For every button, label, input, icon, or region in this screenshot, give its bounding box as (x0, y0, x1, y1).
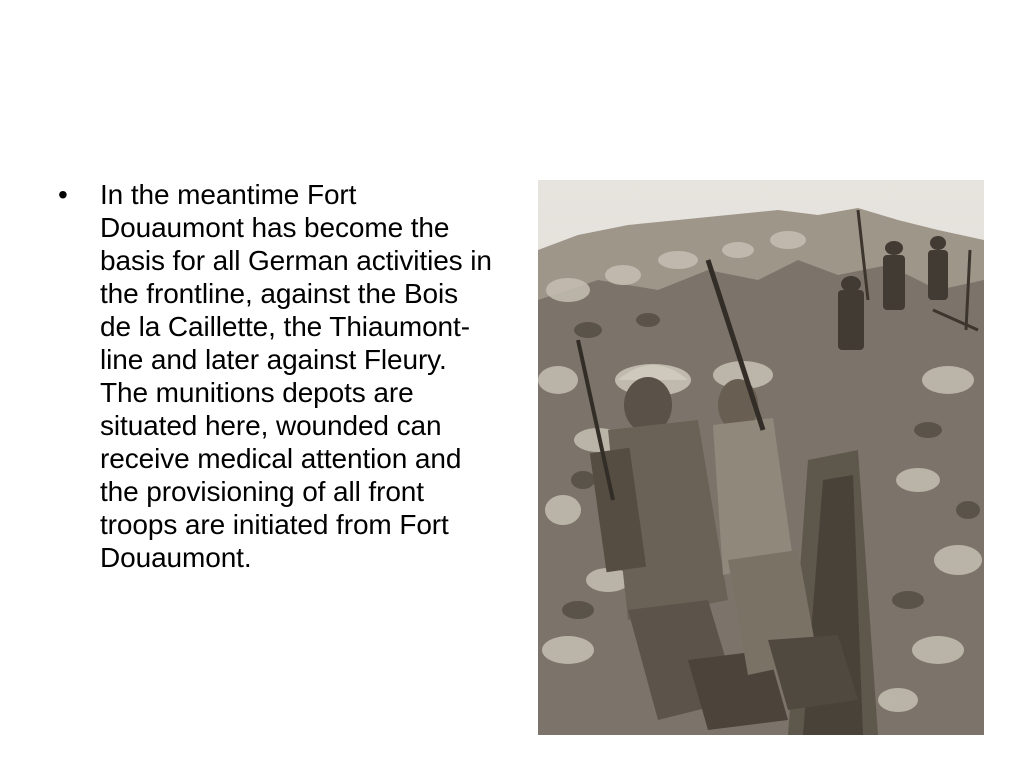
bullet-marker: • (58, 179, 68, 210)
bullet-list (58, 178, 498, 574)
trench-photo (538, 180, 984, 735)
trench-soldiers-photo-icon (538, 180, 984, 735)
bullet-text: In the meantime Fort Douaumont has become the basis for all German activities in the frontline, against the Bois de la Caillette, the Thiaumont-line and later against Fleury. The munitions depots are situated here, wounded can receive medical attention and the provisioning of all front troops are initiated from Fort Douaumont. (100, 179, 492, 573)
bullet-item (58, 178, 498, 574)
